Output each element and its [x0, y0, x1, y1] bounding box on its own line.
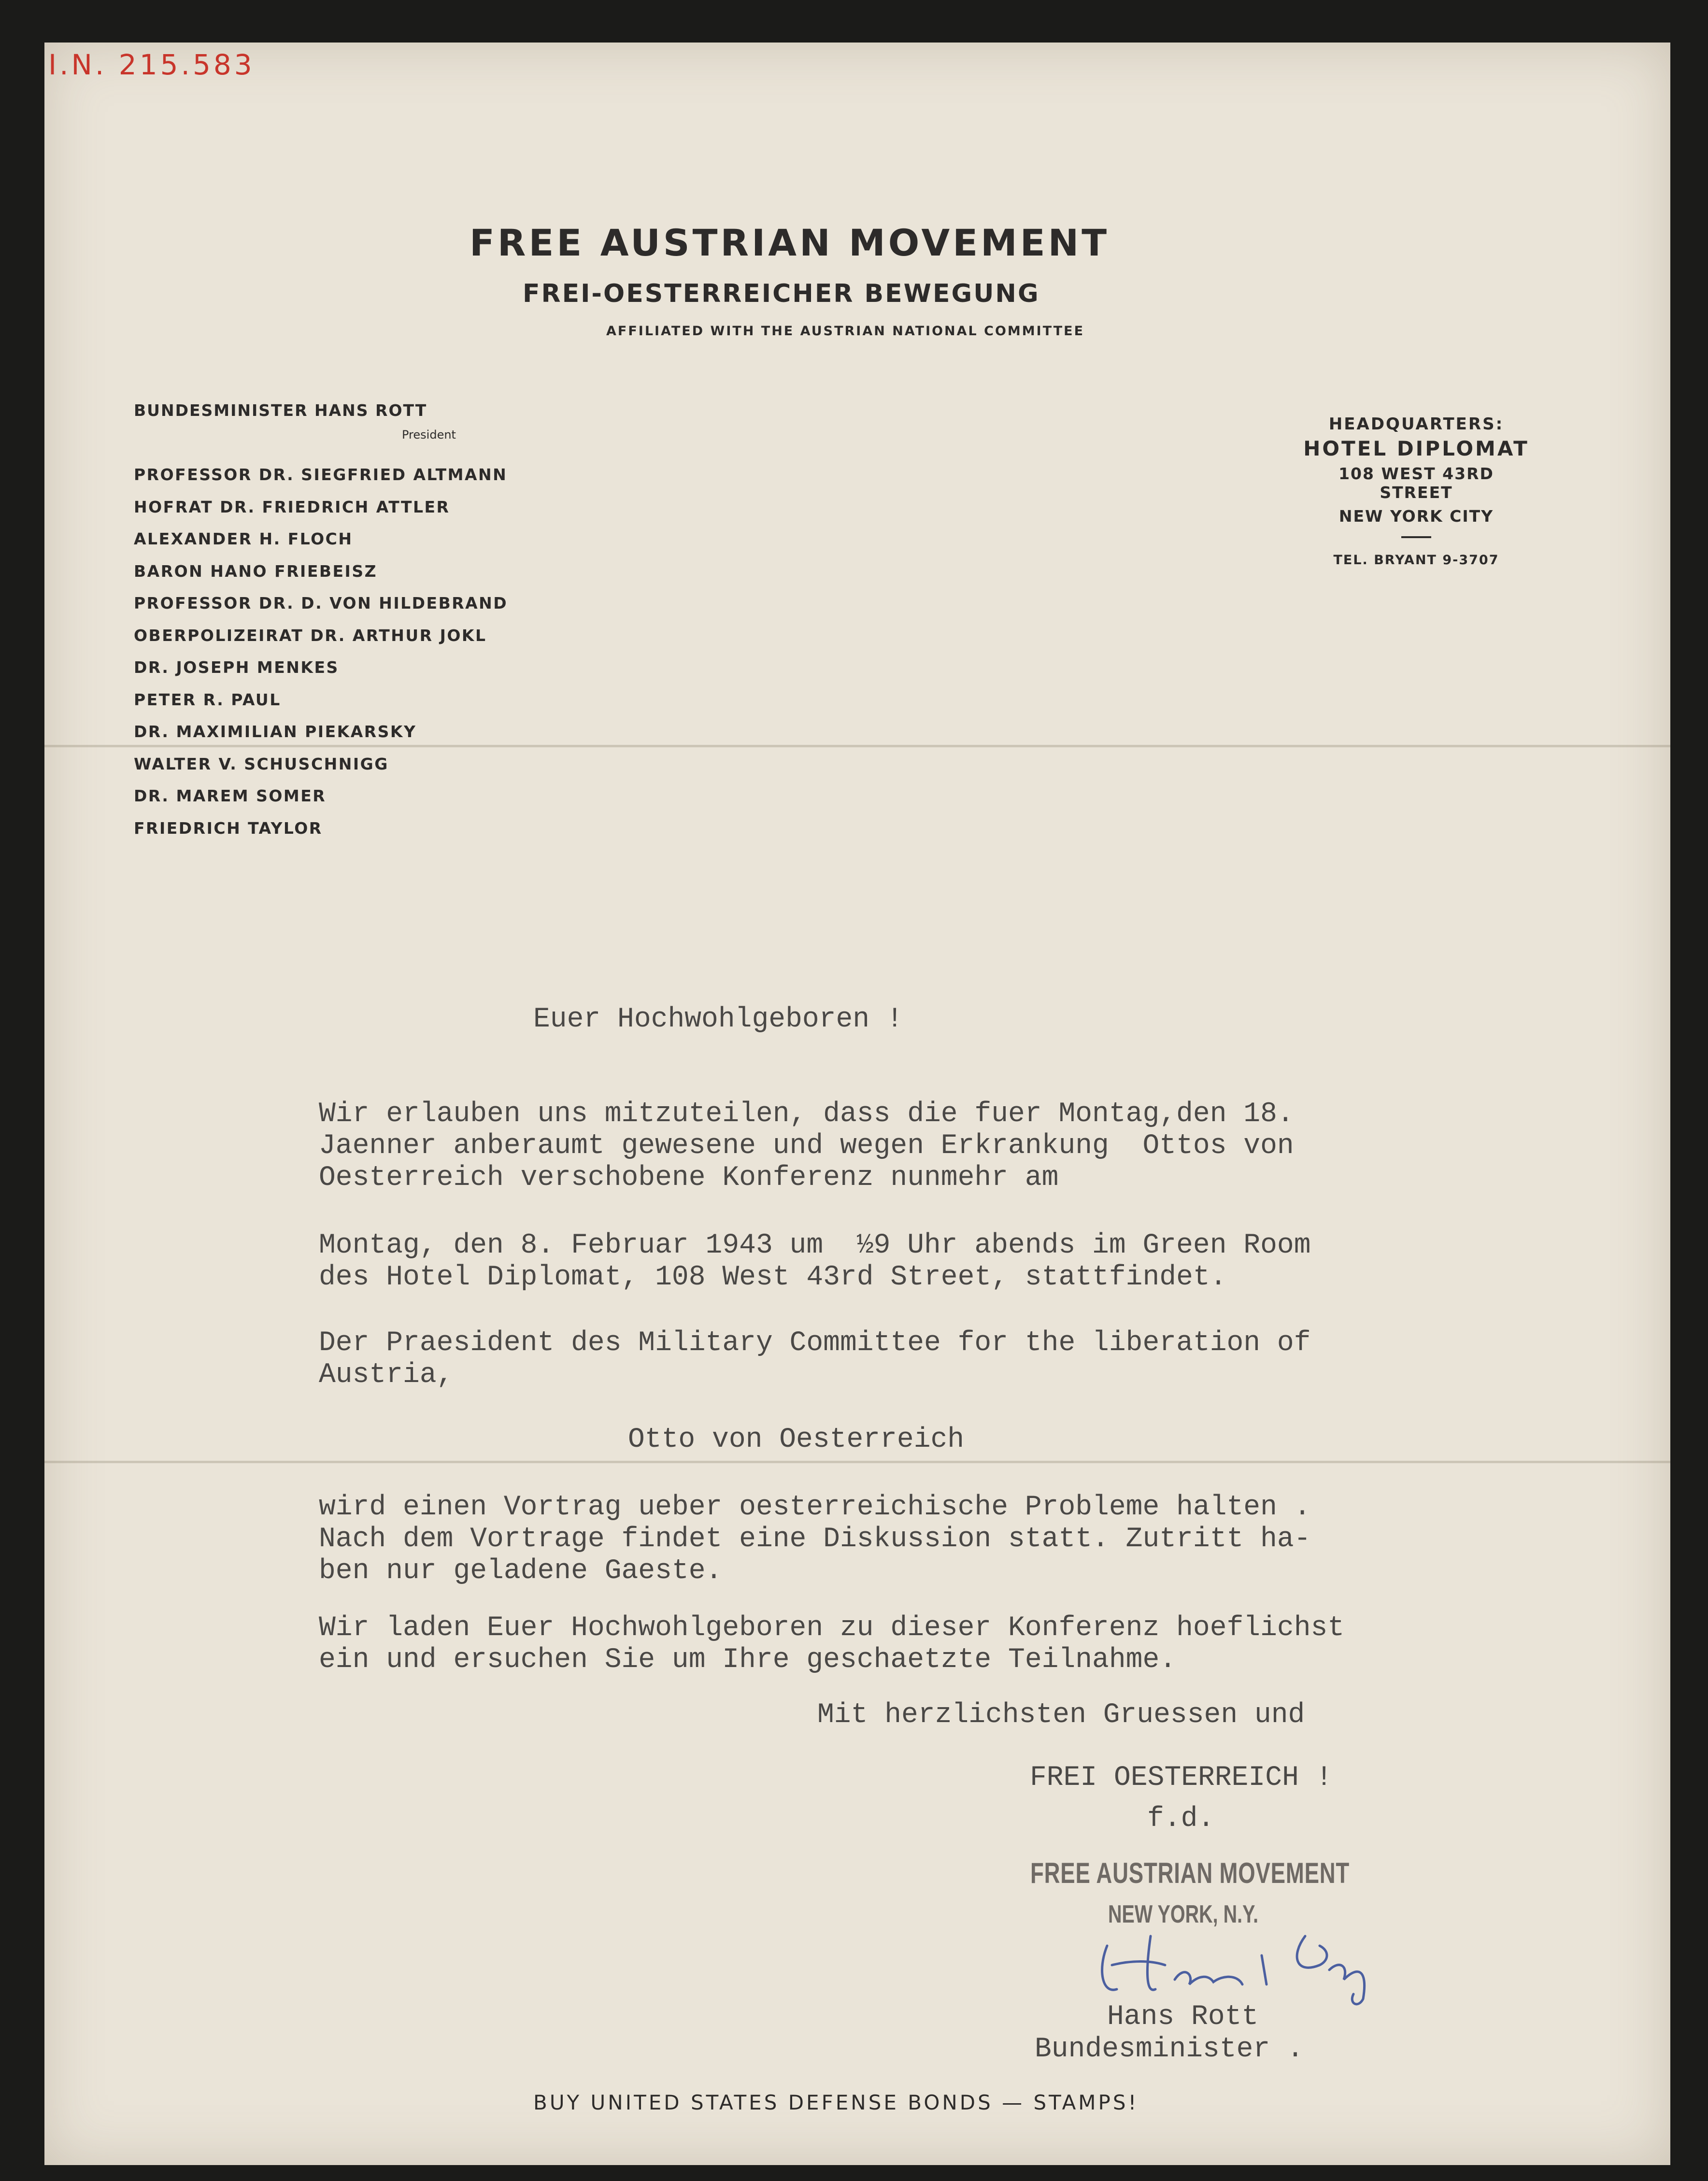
- hq-hotel: HOTEL DIPLOMAT: [1303, 437, 1529, 460]
- letterhead-subtitle: FREI-OESTERREICHER BEWEGUNG: [523, 279, 1040, 308]
- closing-motto: FREI OESTERREICH !: [1030, 1762, 1333, 1794]
- speaker-name: Otto von Oesterreich: [628, 1424, 965, 1455]
- board-member: DR. MAREM SOMER: [134, 786, 327, 805]
- footer-slogan: BUY UNITED STATES DEFENSE BONDS — STAMPS!: [533, 2091, 1139, 2114]
- paragraph-2: Montag, den 8. Februar 1943 um ½9 Uhr abends im Green Room des Hotel Diplomat, 108 West 43rd Street, stattfindet.: [319, 1230, 1311, 1293]
- board-list: [134, 459, 508, 844]
- salutation: Euer Hochwohlgeboren !: [533, 1004, 903, 1035]
- closing-phrase: Mit herzlichsten Gruessen und: [817, 1699, 1305, 1731]
- paragraph-3: Der Praesident des Military Committee for the liberation of Austria,: [319, 1327, 1311, 1391]
- paragraph-1: Wir erlauben uns mitzuteilen, dass die fuer Montag,den 18. Jaenner anberaumt gewesene und wegen Erkrankung Ottos von Oesterreich verschobene Konferenz nunmehr am: [319, 1098, 1294, 1194]
- board-member: DR. MAXIMILIAN PIEKARSKY: [134, 722, 417, 741]
- board-member: ALEXANDER H. FLOCH: [134, 529, 353, 548]
- organization-stamp-line-1: FREE AUSTRIAN MOVEMENT: [1030, 1857, 1350, 1889]
- board-member: PETER R. PAUL: [134, 690, 281, 709]
- board-member: DR. JOSEPH MENKES: [134, 658, 339, 677]
- letter-page: [44, 43, 1670, 2165]
- hq-telephone: TEL. BRYANT 9-3707: [1333, 553, 1499, 568]
- for-the-initials: f.d.: [1147, 1803, 1215, 1835]
- president-name: BUNDESMINISTER HANS ROTT: [134, 401, 427, 420]
- board-member: PROFESSOR DR. SIEGFRIED ALTMANN: [134, 465, 508, 484]
- signer-title: Bundesminister .: [1035, 2034, 1304, 2065]
- letterhead-title: FREE AUSTRIAN MOVEMENT: [470, 221, 1110, 264]
- board-member: OBERPOLIZEIRAT DR. ARTHUR JOKL: [134, 626, 487, 645]
- paragraph-4: wird einen Vortrag ueber oesterreichische Probleme halten . Nach dem Vortrage findet eine Diskussion statt. Zutritt ha- ben nur geladene Gaeste.: [319, 1492, 1311, 1587]
- hq-city: NEW YORK CITY: [1338, 507, 1494, 526]
- letterhead-affiliation: AFFILIATED WITH THE AUSTRIAN NATIONAL COMMITTEE: [606, 324, 1085, 339]
- handwritten-signature: [1078, 1888, 1416, 2013]
- paragraph-5: Wir laden Euer Hochwohlgeboren zu dieser Konferenz hoeflichst ein und ersuchen Sie um Ihre geschaetzte Teilnahme.: [319, 1612, 1345, 1676]
- board-member: WALTER V. SCHUSCHNIGG: [134, 754, 389, 773]
- fold-line: [44, 1461, 1670, 1463]
- headquarters-block: [1300, 414, 1532, 568]
- signer-name: Hans Rott: [1107, 2001, 1259, 2033]
- board-member: PROFESSOR DR. D. VON HILDEBRAND: [134, 594, 508, 613]
- inventory-number: I.N. 215.583: [48, 48, 255, 81]
- organization-stamp-line-2: NEW YORK, N.Y.: [1108, 1900, 1259, 1928]
- board-member: BARON HANO FRIEBEISZ: [134, 561, 378, 581]
- hq-divider: [1401, 536, 1431, 538]
- president-role: President: [402, 428, 456, 442]
- hq-label: HEADQUARTERS:: [1328, 414, 1504, 434]
- board-member: FRIEDRICH TAYLOR: [134, 818, 323, 838]
- board-member: HOFRAT DR. FRIEDRICH ATTLER: [134, 497, 450, 516]
- hq-street: 108 WEST 43RD STREET: [1338, 464, 1494, 502]
